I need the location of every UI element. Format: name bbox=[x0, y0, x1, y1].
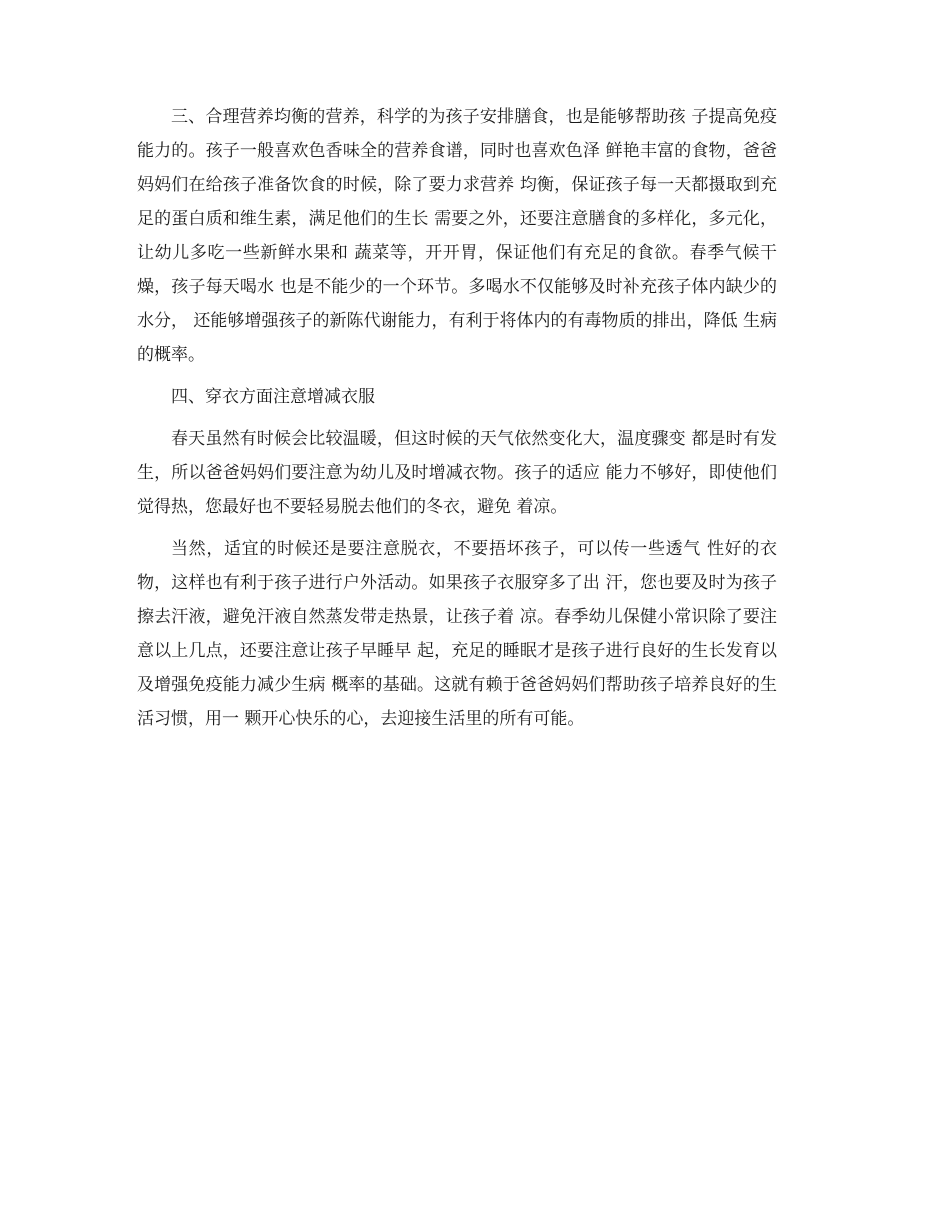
paragraph-clothing-removal: 当然，适宜的时候还是要注意脱衣，不要捂坏孩子，可以传一些透气 性好的衣物，这样也有利于孩子进行户外活动。如果孩子衣服穿多了出 汗，您也要及时为孩子擦去汗液，避免汗液自然蒸发带走热景，让孩子着 凉。春季幼儿保健小常识除了要注意以上几点，还要注意让孩子早睡早 起，充足的睡眠才是孩子进行良好的生长发育以及增强免疫能力减少生病 概率的基础。这就有赖于爸爸妈妈们帮助孩子培养良好的生活习惯，用一 颗开心快乐的心，去迎接生活里的所有可能。 bbox=[137, 539, 777, 729]
section-heading-clothing: 四、穿衣方面注意增减衣服 bbox=[171, 387, 375, 407]
paragraph-nutrition: 三、合理营养均衡的营养，科学的为孩子安排膳食，也是能够帮助孩 子提高免疫能力的。孩子一般喜欢色香味全的营养食谱，同时也喜欢色泽 鲜艳丰富的食物，爸爸妈妈们在给孩子准备饮食的时候，除了要力求营养 均衡，保证孩子每一天都摄取到充足的蛋白质和维生素，满足他们的生长 需要之外，还要注意膳食的多样化，多元化，让幼儿多吃一些新鲜水果和 蔬菜等，开开胃，保证他们有充足的食欲。春季气候干燥，孩子每天喝水 也是不能少的一个环节。多喝水不仅能够及时补充孩子体内缺少的水分， 还能够增强孩子的新陈代谢能力，有利于将体内的有毒物质的排出，降低 生病的概率。 bbox=[137, 107, 777, 365]
document-body bbox=[137, 100, 777, 744]
paragraph-clothing-warmth: 春天虽然有时候会比较温暖，但这时候的天气依然变化大，温度骤变 都是时有发生，所以爸爸妈妈们要注意为幼儿及时增减衣物。孩子的适应 能力不够好，即使他们觉得热，您最好也不要轻易脱去他们的冬衣，避免 着凉。 bbox=[137, 429, 777, 517]
